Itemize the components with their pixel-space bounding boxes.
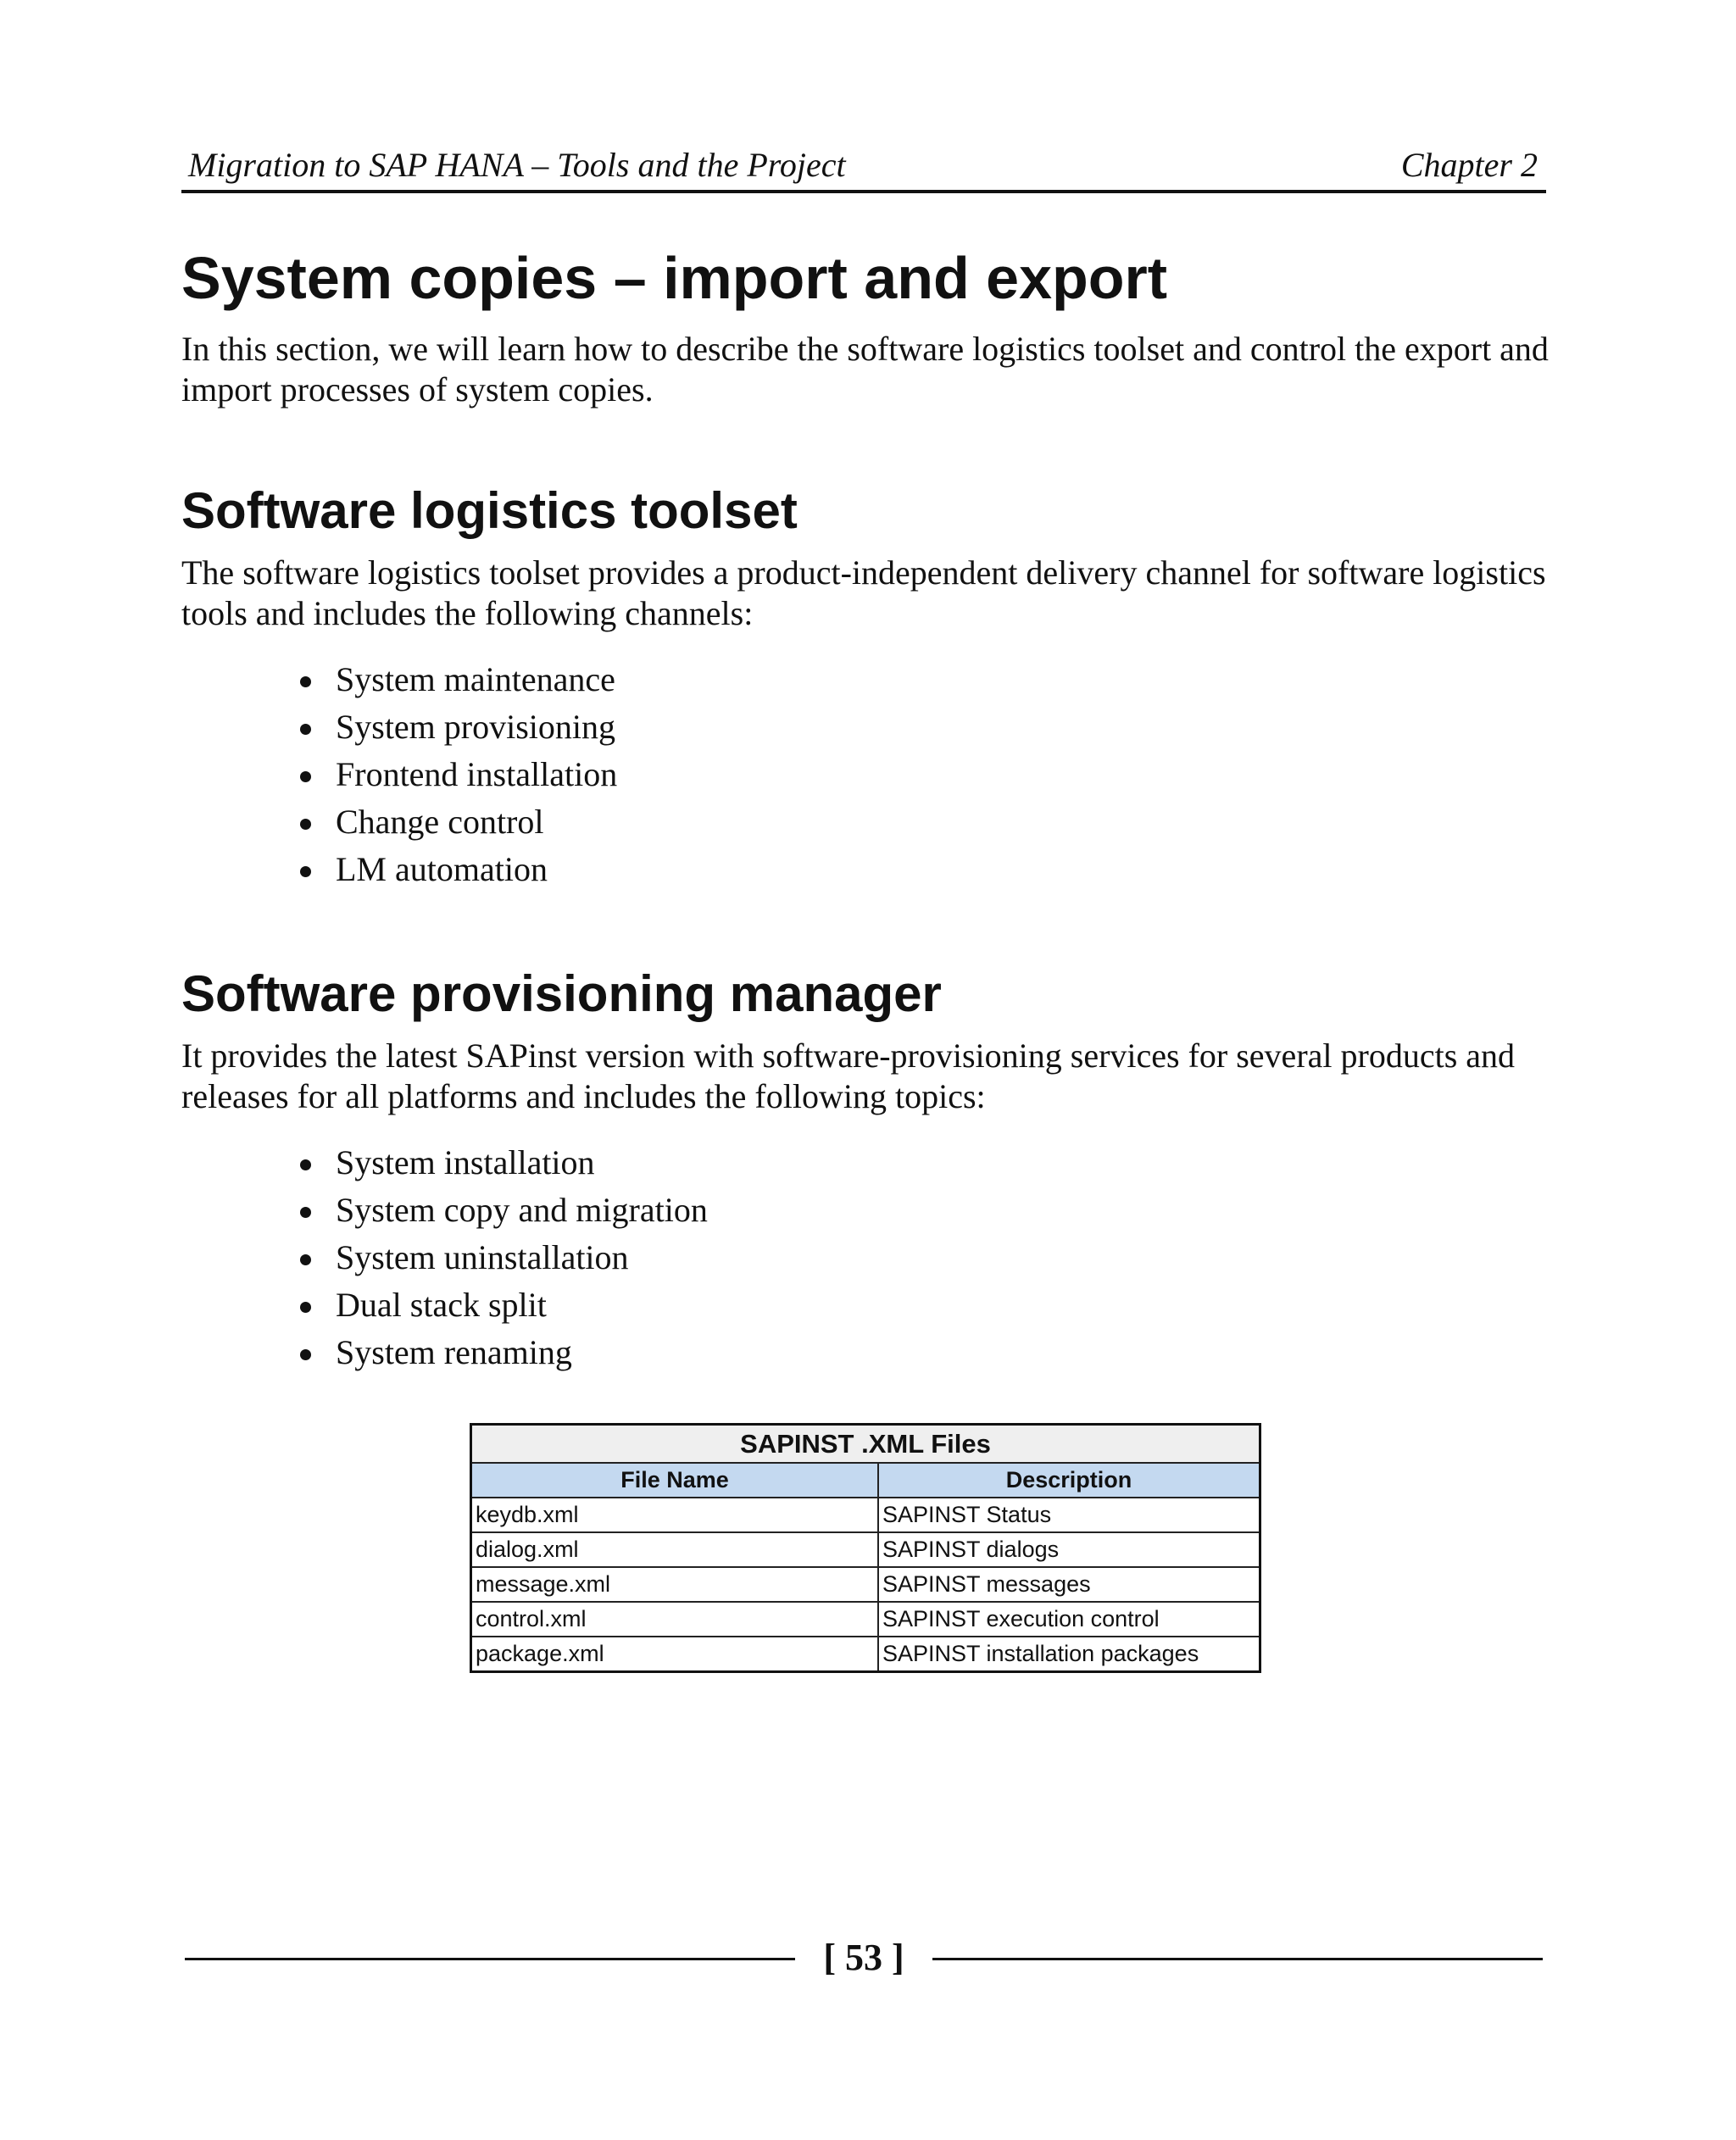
list-item: System installation	[300, 1139, 708, 1187]
cell-file-name: dialog.xml	[471, 1532, 879, 1567]
logistics-paragraph: The software logistics toolset provides a product-independent delivery channel for software logistics tools and includes the following channels:	[181, 553, 1546, 632]
table-row	[471, 1567, 1260, 1602]
cell-description: SAPINST installation packages	[878, 1637, 1260, 1672]
book-title: Migration to SAP HANA – Tools and the Project	[188, 146, 846, 184]
running-header	[181, 142, 1546, 193]
cell-file-name: control.xml	[471, 1602, 879, 1637]
table-row	[471, 1637, 1260, 1672]
page-number: [ 53 ]	[823, 1937, 904, 1978]
cell-description: SAPINST dialogs	[878, 1532, 1260, 1567]
sapinst-xml-files-table	[470, 1423, 1261, 1673]
section-title-system-copies: System copies – import and export	[181, 245, 1168, 311]
list-item: System renaming	[300, 1329, 708, 1376]
list-item: System provisioning	[300, 703, 617, 751]
footer-rule-left	[185, 1958, 795, 1960]
section-intro-paragraph: In this section, we will learn how to describe the software logistics toolset and control the export and import processes of system copies.	[181, 330, 1549, 409]
table-title: SAPINST .XML Files	[471, 1425, 1260, 1464]
list-item: System copy and migration	[300, 1187, 708, 1234]
table-row	[471, 1602, 1260, 1637]
cell-file-name: keydb.xml	[471, 1498, 879, 1532]
cell-file-name: message.xml	[471, 1567, 879, 1602]
list-item: Dual stack split	[300, 1281, 708, 1329]
list-item: Frontend installation	[300, 751, 617, 798]
table-title-row	[471, 1425, 1260, 1464]
table-header-row	[471, 1463, 1260, 1498]
cell-description: SAPINST Status	[878, 1498, 1260, 1532]
table-row	[471, 1498, 1260, 1532]
list-item: System uninstallation	[300, 1234, 708, 1281]
column-header-description: Description	[878, 1463, 1260, 1498]
footer-rule-right	[932, 1958, 1543, 1960]
column-header-file-name: File Name	[471, 1463, 879, 1498]
table-row	[471, 1532, 1260, 1567]
logistics-channel-list	[300, 656, 617, 893]
cell-description: SAPINST execution control	[878, 1602, 1260, 1637]
list-item: System maintenance	[300, 656, 617, 703]
chapter-label: Chapter 2	[1400, 146, 1538, 184]
section-title-provisioning-manager: Software provisioning manager	[181, 965, 942, 1022]
provisioning-topic-list	[300, 1139, 708, 1376]
cell-description: SAPINST messages	[878, 1567, 1260, 1602]
list-item: LM automation	[300, 846, 617, 893]
section-title-logistics-toolset: Software logistics toolset	[181, 482, 798, 539]
cell-file-name: package.xml	[471, 1637, 879, 1672]
list-item: Change control	[300, 798, 617, 846]
provisioning-paragraph: It provides the latest SAPinst version with software-provisioning services for several products and releases for all platforms and includes the following topics:	[181, 1037, 1516, 1115]
